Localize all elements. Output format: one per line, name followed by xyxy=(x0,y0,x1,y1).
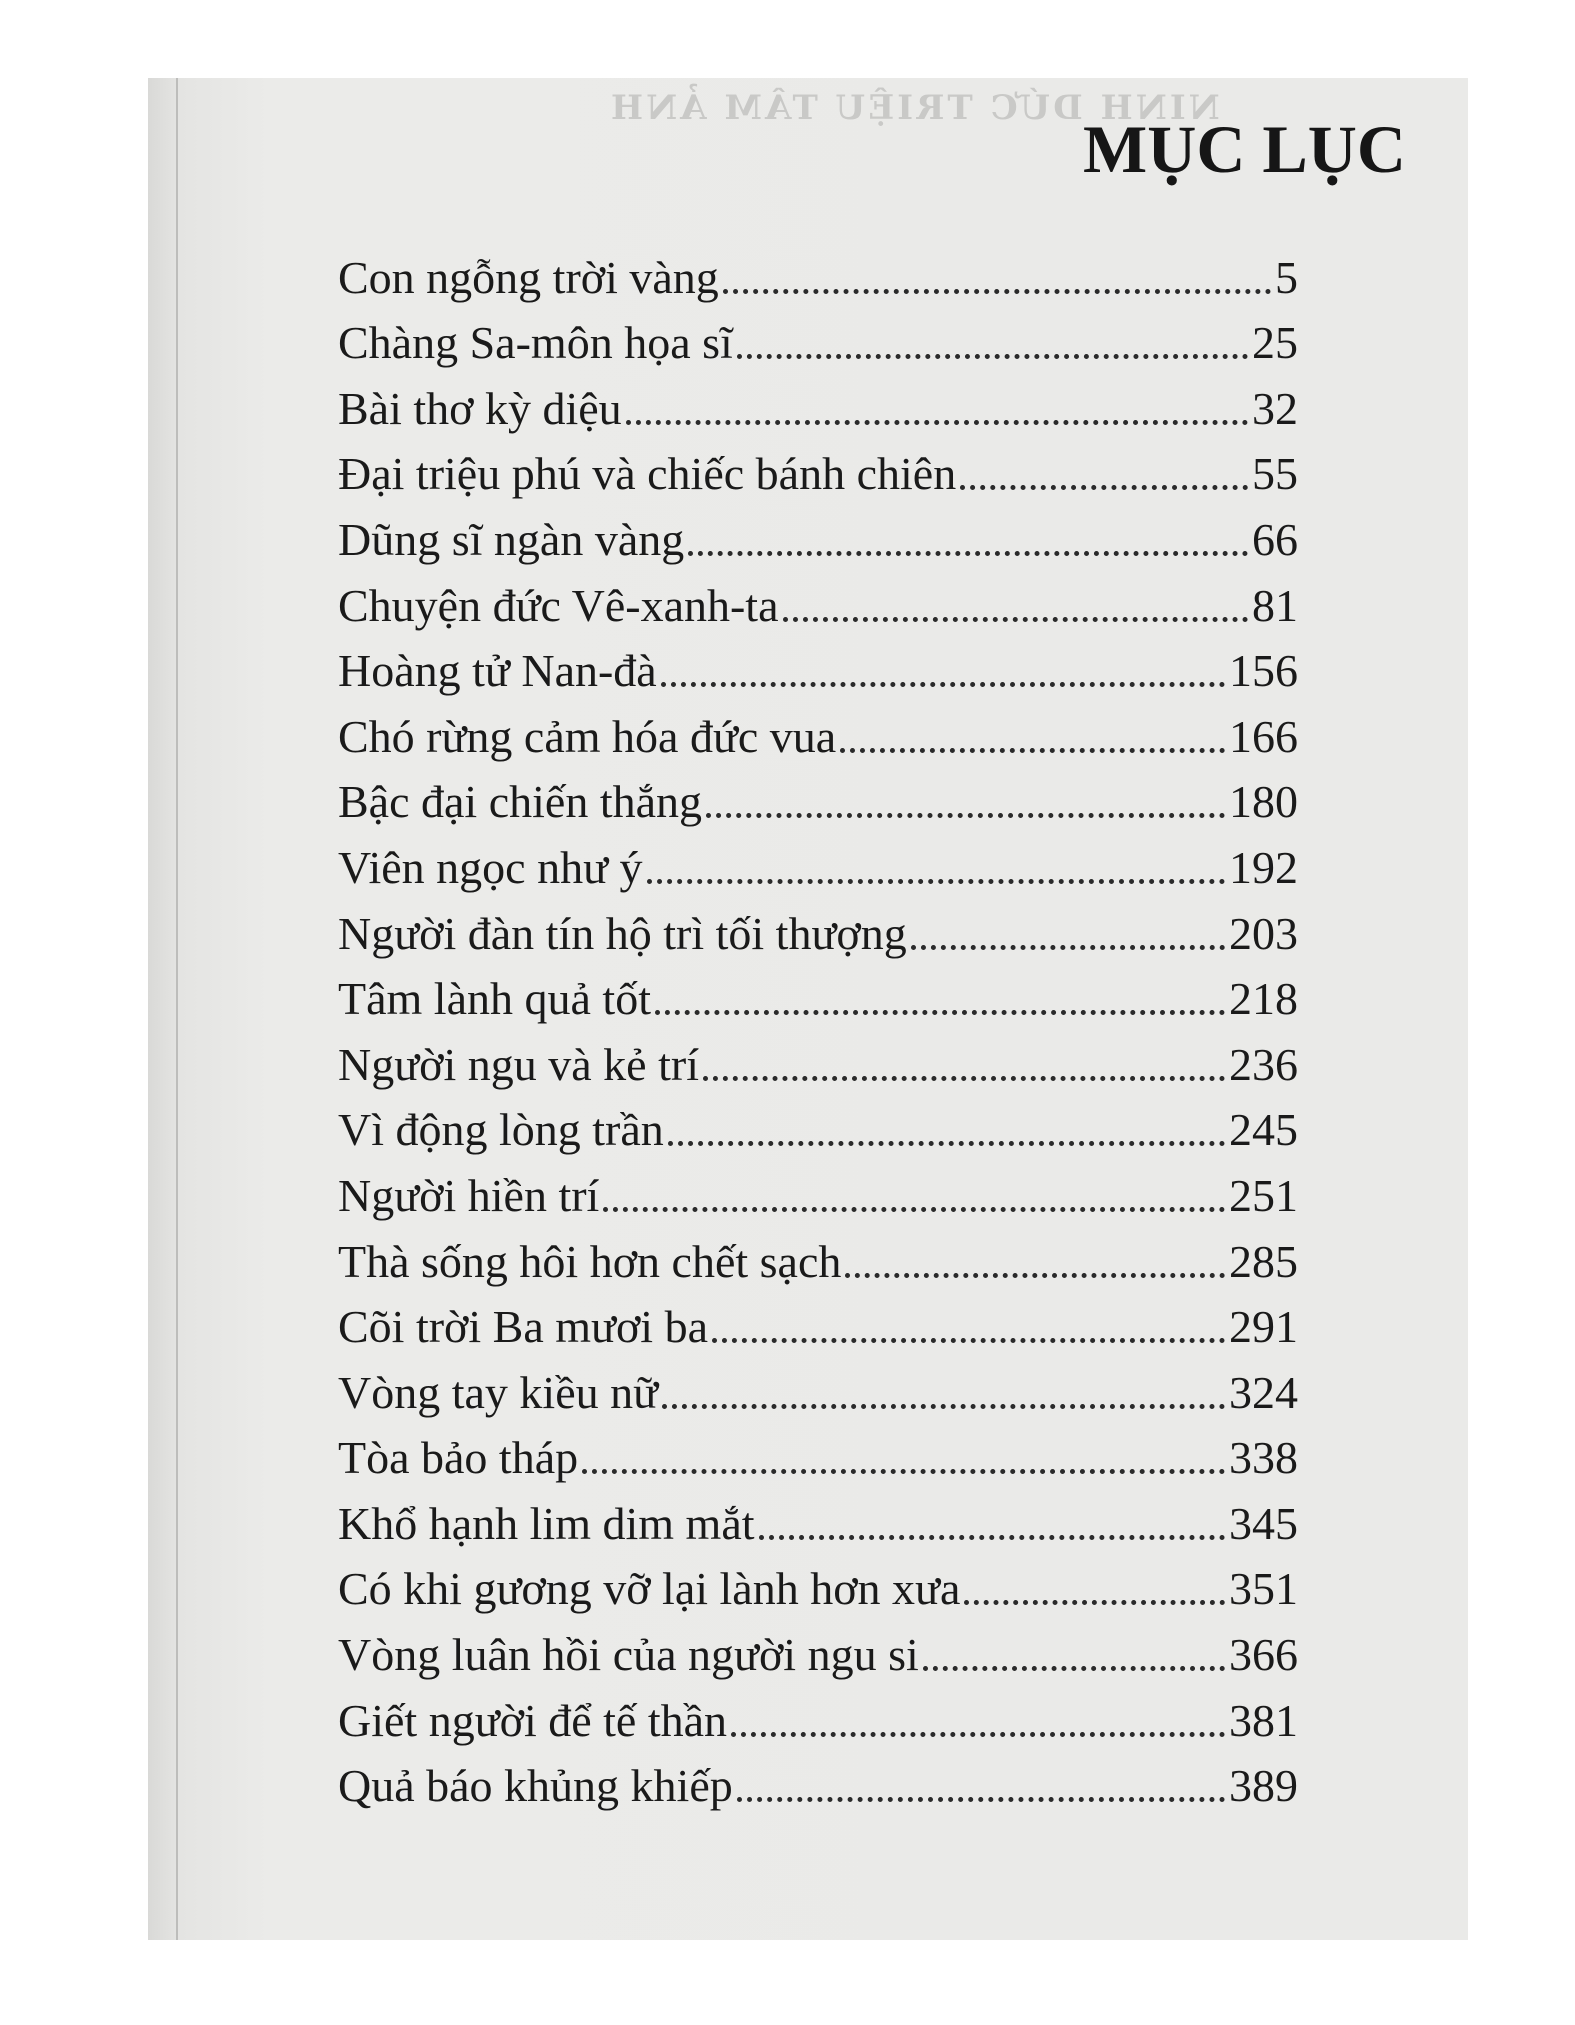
toc-entry-title: Khổ hạnh lim dim mắt xyxy=(338,1497,755,1549)
toc-entry-title: Tâm lành quả tốt xyxy=(338,973,651,1025)
toc-entry-title: Giết người để tế thần xyxy=(338,1694,728,1746)
toc-dot-leader xyxy=(655,1010,1225,1015)
toc-entry-title: Chàng Sa-môn họa sĩ xyxy=(338,317,733,369)
toc-entry xyxy=(338,1486,1298,1552)
toc-entry xyxy=(338,240,1298,306)
toc-entry xyxy=(338,962,1298,1028)
toc-entry-page: 66 xyxy=(1252,513,1298,565)
toc-entry-title: Người hiền trí xyxy=(338,1169,600,1221)
toc-entry-page: 324 xyxy=(1229,1366,1298,1418)
toc-entry-title: Cõi trời Ba mươi ba xyxy=(338,1301,708,1353)
book-page xyxy=(148,78,1468,1940)
toc-entry-page: 338 xyxy=(1229,1432,1298,1484)
toc-entry xyxy=(338,1421,1298,1487)
toc-entry xyxy=(338,1093,1298,1159)
toc-entry-title: Tòa bảo tháp xyxy=(338,1432,579,1484)
toc-entry-title: Hoàng tử Nan-đà xyxy=(338,645,657,697)
toc-dot-leader xyxy=(723,289,1271,294)
toc-entry xyxy=(338,1749,1298,1815)
toc-entry xyxy=(338,1552,1298,1618)
toc-entry xyxy=(338,896,1298,962)
page-spine-shadow xyxy=(176,78,178,1940)
toc-entry-page: 166 xyxy=(1229,710,1298,762)
toc-entry-title: Chuyện đức Vê-xanh-ta xyxy=(338,579,779,631)
toc-dot-leader xyxy=(661,682,1225,687)
toc-entry xyxy=(338,1290,1298,1356)
toc-entry-title: Người ngu và kẻ trí xyxy=(338,1038,699,1090)
toc-entry-title: Vòng tay kiều nữ xyxy=(338,1366,659,1418)
toc-entry-title: Vòng luân hồi của người ngu si xyxy=(338,1629,919,1681)
toc-entry-title: Đại triệu phú và chiếc bánh chiên xyxy=(338,448,957,500)
toc-entry-page: 285 xyxy=(1229,1235,1298,1287)
toc-dot-leader xyxy=(603,1207,1225,1212)
toc-entry-page: 192 xyxy=(1229,841,1298,893)
toc-dot-leader xyxy=(759,1535,1225,1540)
toc-entry-title: Bài thơ kỳ diệu xyxy=(338,382,622,434)
toc-entry xyxy=(338,1224,1298,1290)
toc-entry-page: 55 xyxy=(1252,448,1298,500)
bleed-through-header: NINH DỨC TRIỆU TÂM ẢNH xyxy=(608,88,1220,128)
toc-dot-leader xyxy=(703,1076,1225,1081)
toc-entry xyxy=(338,765,1298,831)
toc-entry-page: 81 xyxy=(1252,579,1298,631)
toc-entry-page: 245 xyxy=(1229,1104,1298,1156)
toc-dot-leader xyxy=(783,617,1248,622)
toc-entry-title: Con ngỗng trời vàng xyxy=(338,251,719,303)
toc-entry xyxy=(338,502,1298,568)
toc-entry-title: Quả báo khủng khiếp xyxy=(338,1760,733,1812)
toc-entry xyxy=(338,1355,1298,1421)
toc-entry-page: 351 xyxy=(1229,1563,1298,1615)
toc-dot-leader xyxy=(582,1469,1225,1474)
toc-dot-leader xyxy=(845,1273,1225,1278)
toc-entry-page: 389 xyxy=(1229,1760,1298,1812)
toc-entry-title: Bậc đại chiến thắng xyxy=(338,776,703,828)
toc-entry-page: 236 xyxy=(1229,1038,1298,1090)
toc-entry-page: 291 xyxy=(1229,1301,1298,1353)
toc-dot-leader xyxy=(626,420,1248,425)
toc-entry-page: 345 xyxy=(1229,1497,1298,1549)
toc-dot-leader xyxy=(960,485,1248,490)
toc-entry xyxy=(338,371,1298,437)
toc-dot-leader xyxy=(712,1338,1225,1343)
toc-entry-page: 25 xyxy=(1252,317,1298,369)
page-title: MỤC LỤC xyxy=(1083,111,1406,187)
toc-dot-leader xyxy=(964,1600,1225,1605)
toc-dot-leader xyxy=(840,748,1225,753)
toc-entry-title: Người đàn tín hộ trì tối thượng xyxy=(338,907,907,959)
toc-dot-leader xyxy=(647,879,1225,884)
toc-entry-page: 366 xyxy=(1229,1629,1298,1681)
toc-entry-title: Viên ngọc như ý xyxy=(338,841,643,893)
toc-dot-leader xyxy=(737,354,1248,359)
toc-dot-leader xyxy=(662,1404,1225,1409)
toc-entry xyxy=(338,1027,1298,1093)
table-of-contents xyxy=(338,240,1298,1814)
toc-entry-page: 381 xyxy=(1229,1694,1298,1746)
toc-entry xyxy=(338,830,1298,896)
toc-dot-leader xyxy=(668,1141,1225,1146)
toc-entry-page: 251 xyxy=(1229,1169,1298,1221)
toc-entry-page: 32 xyxy=(1252,382,1298,434)
toc-entry-page: 5 xyxy=(1275,251,1298,303)
toc-entry-page: 180 xyxy=(1229,776,1298,828)
toc-entry-title: Vì động lòng trần xyxy=(338,1104,664,1156)
toc-entry xyxy=(338,568,1298,634)
toc-entry-page: 156 xyxy=(1229,645,1298,697)
toc-dot-leader xyxy=(737,1797,1225,1802)
toc-entry xyxy=(338,306,1298,372)
toc-entry-title: Thà sống hôi hơn chết sạch xyxy=(338,1235,842,1287)
toc-entry-page: 218 xyxy=(1229,973,1298,1025)
toc-dot-leader xyxy=(688,551,1248,556)
toc-entry xyxy=(338,699,1298,765)
toc-entry-title: Dũng sĩ ngàn vàng xyxy=(338,513,685,565)
toc-entry xyxy=(338,1617,1298,1683)
toc-entry xyxy=(338,1158,1298,1224)
toc-dot-leader xyxy=(731,1732,1225,1737)
toc-dot-leader xyxy=(923,1666,1225,1671)
toc-entry xyxy=(338,437,1298,503)
toc-entry xyxy=(338,1683,1298,1749)
toc-entry-title: Có khi gương vỡ lại lành hơn xưa xyxy=(338,1563,961,1615)
toc-entry-title: Chó rừng cảm hóa đức vua xyxy=(338,710,837,762)
toc-dot-leader xyxy=(706,813,1225,818)
toc-dot-leader xyxy=(911,945,1225,950)
toc-entry xyxy=(338,634,1298,700)
toc-entry-page: 203 xyxy=(1229,907,1298,959)
